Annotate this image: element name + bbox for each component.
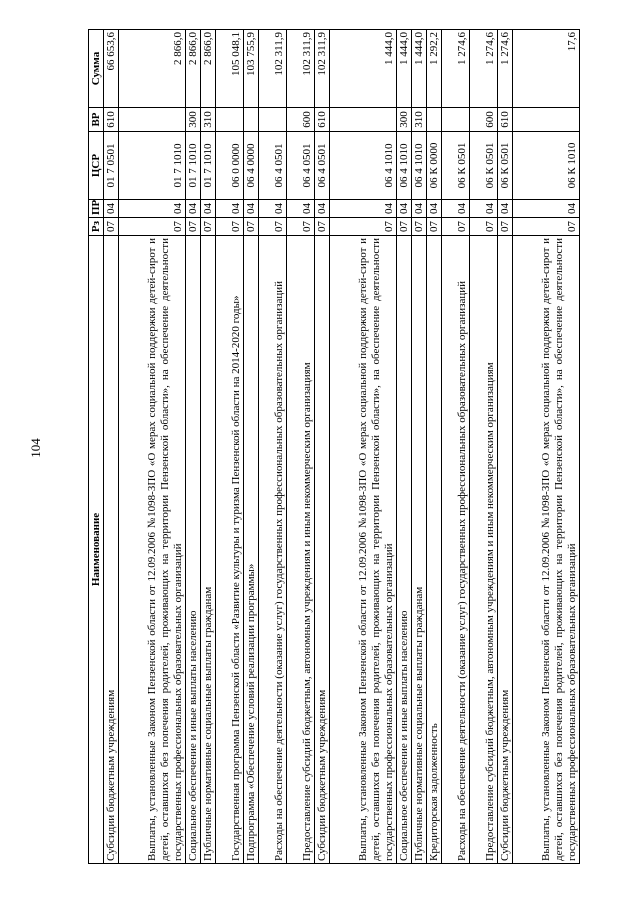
- cell-rz: 07: [287, 218, 315, 236]
- cell-vr: 300: [186, 108, 201, 132]
- cell-csr: 06 4 1010: [397, 132, 412, 200]
- cell-pr: 04: [259, 200, 287, 218]
- cell-csr: 06 4 0501: [315, 132, 330, 200]
- header-csr: ЦСР: [89, 132, 104, 200]
- rotated-table-container: [88, 30, 620, 864]
- table-row: [397, 30, 412, 864]
- cell-csr: 01 7 1010: [119, 132, 186, 200]
- cell-pr: 04: [513, 200, 580, 218]
- cell-pr: 04: [119, 200, 186, 218]
- table-row: [186, 30, 201, 864]
- cell-pr: 04: [104, 200, 119, 218]
- cell-rz: 07: [498, 218, 513, 236]
- cell-csr: 06 4 0000: [244, 132, 259, 200]
- cell-vr: [244, 108, 259, 132]
- cell-csr: 06 0 0000: [216, 132, 244, 200]
- cell-csr: 06 К 0501: [498, 132, 513, 200]
- cell-vr: [330, 108, 397, 132]
- cell-sum: 17,6: [513, 30, 580, 108]
- cell-sum: 1 444,0: [397, 30, 412, 108]
- cell-vr: [259, 108, 287, 132]
- cell-csr: 06 4 0501: [287, 132, 315, 200]
- cell-rz: 07: [186, 218, 201, 236]
- cell-csr: 06 4 0501: [259, 132, 287, 200]
- cell-sum: 105 048,1: [216, 30, 244, 108]
- table-row: [513, 30, 580, 864]
- page-number: 104: [28, 438, 43, 458]
- cell-sum: 1 274,6: [442, 30, 470, 108]
- cell-name: Расходы на обеспечение деятельности (оказание услуг) государственных профессиональных образовательных организаций: [442, 236, 470, 864]
- cell-rz: 07: [315, 218, 330, 236]
- cell-pr: 04: [427, 200, 442, 218]
- cell-vr: 300: [397, 108, 412, 132]
- cell-sum: 1 292,2: [427, 30, 442, 108]
- cell-vr: [427, 108, 442, 132]
- cell-pr: 04: [498, 200, 513, 218]
- cell-csr: 06 4 1010: [330, 132, 397, 200]
- cell-vr: 310: [201, 108, 216, 132]
- cell-pr: 04: [216, 200, 244, 218]
- cell-name: Выплаты, установленные Законом Пензенской области от 12.09.2006 №1098-ЗПО «О мерах социальной поддержки детей-сирот и детей, оставшихся без попечения родителей, проживающих на территории Пензенской области», на обеспечение деятельности государственных профессиональных образовательных организаций: [119, 236, 186, 864]
- cell-vr: 610: [104, 108, 119, 132]
- table-row: [427, 30, 442, 864]
- cell-name: Предоставление субсидий бюджетным, автономным учреждениям и иным некоммерческим организациям: [470, 236, 498, 864]
- cell-vr: [216, 108, 244, 132]
- cell-sum: 1 444,0: [412, 30, 427, 108]
- cell-pr: 04: [412, 200, 427, 218]
- header-sum: Сумма: [89, 30, 104, 108]
- cell-sum: 1 274,6: [470, 30, 498, 108]
- table-row: [201, 30, 216, 864]
- cell-name: Выплаты, установленные Законом Пензенской области от 12.09.2006 №1098-ЗПО «О мерах социальной поддержки детей-сирот и детей, оставшихся без попечения родителей, проживающих на территории Пензенской области», на обеспечение деятельности государственных профессиональных образовательных организаций: [513, 236, 580, 864]
- cell-name: Расходы на обеспечение деятельности (оказание услуг) государственных профессиональных образовательных организаций: [259, 236, 287, 864]
- cell-csr: 01 7 1010: [186, 132, 201, 200]
- table-row: [216, 30, 244, 864]
- cell-pr: 04: [287, 200, 315, 218]
- cell-sum: 66 653,6: [104, 30, 119, 108]
- cell-name: Социальное обеспечение и иные выплаты населению: [397, 236, 412, 864]
- cell-sum: 1 444,0: [330, 30, 397, 108]
- cell-pr: 04: [330, 200, 397, 218]
- cell-csr: 06 К 0501: [470, 132, 498, 200]
- cell-pr: 04: [201, 200, 216, 218]
- cell-csr: 06 К 0000: [427, 132, 442, 200]
- table-row: [244, 30, 259, 864]
- cell-rz: 07: [216, 218, 244, 236]
- cell-name: Кредиторская задолженность: [427, 236, 442, 864]
- cell-sum: 102 311,9: [287, 30, 315, 108]
- cell-rz: 07: [397, 218, 412, 236]
- cell-name: Выплаты, установленные Законом Пензенской области от 12.09.2006 №1098-ЗПО «О мерах социальной поддержки детей-сирот и детей, оставшихся без попечения родителей, проживающих на территории Пензенской области», на обеспечение деятельности государственных профессиональных образовательных организаций: [330, 236, 397, 864]
- table-row: [330, 30, 397, 864]
- cell-csr: 01 7 0501: [104, 132, 119, 200]
- table-header-row: [89, 30, 104, 864]
- cell-rz: 07: [119, 218, 186, 236]
- cell-rz: 07: [244, 218, 259, 236]
- cell-vr: [442, 108, 470, 132]
- table-row: [470, 30, 498, 864]
- cell-vr: 610: [498, 108, 513, 132]
- cell-vr: 600: [470, 108, 498, 132]
- cell-vr: 610: [315, 108, 330, 132]
- cell-name: Субсидии бюджетным учреждениям: [498, 236, 513, 864]
- cell-sum: 103 755,9: [244, 30, 259, 108]
- cell-pr: 04: [244, 200, 259, 218]
- cell-pr: 04: [442, 200, 470, 218]
- cell-vr: [119, 108, 186, 132]
- cell-sum: 1 274,6: [498, 30, 513, 108]
- cell-name: Публичные нормативные социальные выплаты гражданам: [412, 236, 427, 864]
- table-body: [104, 30, 580, 864]
- cell-rz: 07: [104, 218, 119, 236]
- header-name: Наименование: [89, 236, 104, 864]
- cell-pr: 04: [397, 200, 412, 218]
- header-rz: Рз: [89, 218, 104, 236]
- cell-rz: 07: [412, 218, 427, 236]
- budget-table: [88, 29, 580, 864]
- cell-name: Предоставление субсидий бюджетным, автономным учреждениям и иным некоммерческим организациям: [287, 236, 315, 864]
- cell-vr: 600: [287, 108, 315, 132]
- cell-rz: 07: [513, 218, 580, 236]
- cell-name: Субсидии бюджетным учреждениям: [315, 236, 330, 864]
- cell-pr: 04: [470, 200, 498, 218]
- cell-name: Субсидии бюджетным учреждениям: [104, 236, 119, 864]
- header-vr: ВР: [89, 108, 104, 132]
- cell-name: Государственная программа Пензенской области «Развитие культуры и туризма Пензенской области на 2014-2020 годы»: [216, 236, 244, 864]
- cell-csr: 06 К 0501: [442, 132, 470, 200]
- cell-name: Подпрограмма «Обеспечение условий реализации программы»: [244, 236, 259, 864]
- table-row: [259, 30, 287, 864]
- cell-csr: 06 4 1010: [412, 132, 427, 200]
- table-row: [442, 30, 470, 864]
- table-row: [104, 30, 119, 864]
- cell-pr: 04: [315, 200, 330, 218]
- cell-sum: 2 866,0: [186, 30, 201, 108]
- cell-sum: 102 311,9: [315, 30, 330, 108]
- cell-name: Социальное обеспечение и иные выплаты населению: [186, 236, 201, 864]
- table-row: [498, 30, 513, 864]
- header-pr: ПР: [89, 200, 104, 218]
- cell-csr: 01 7 1010: [201, 132, 216, 200]
- cell-sum: 2 866,0: [119, 30, 186, 108]
- cell-sum: 102 311,9: [259, 30, 287, 108]
- cell-rz: 07: [201, 218, 216, 236]
- cell-rz: 07: [442, 218, 470, 236]
- cell-rz: 07: [427, 218, 442, 236]
- cell-rz: 07: [259, 218, 287, 236]
- cell-pr: 04: [186, 200, 201, 218]
- cell-csr: 06 К 1010: [513, 132, 580, 200]
- cell-sum: 2 866,0: [201, 30, 216, 108]
- cell-vr: [513, 108, 580, 132]
- table-row: [315, 30, 330, 864]
- table-row: [287, 30, 315, 864]
- table-row: [412, 30, 427, 864]
- cell-rz: 07: [330, 218, 397, 236]
- cell-name: Публичные нормативные социальные выплаты гражданам: [201, 236, 216, 864]
- cell-rz: 07: [470, 218, 498, 236]
- table-row: [119, 30, 186, 864]
- cell-vr: 310: [412, 108, 427, 132]
